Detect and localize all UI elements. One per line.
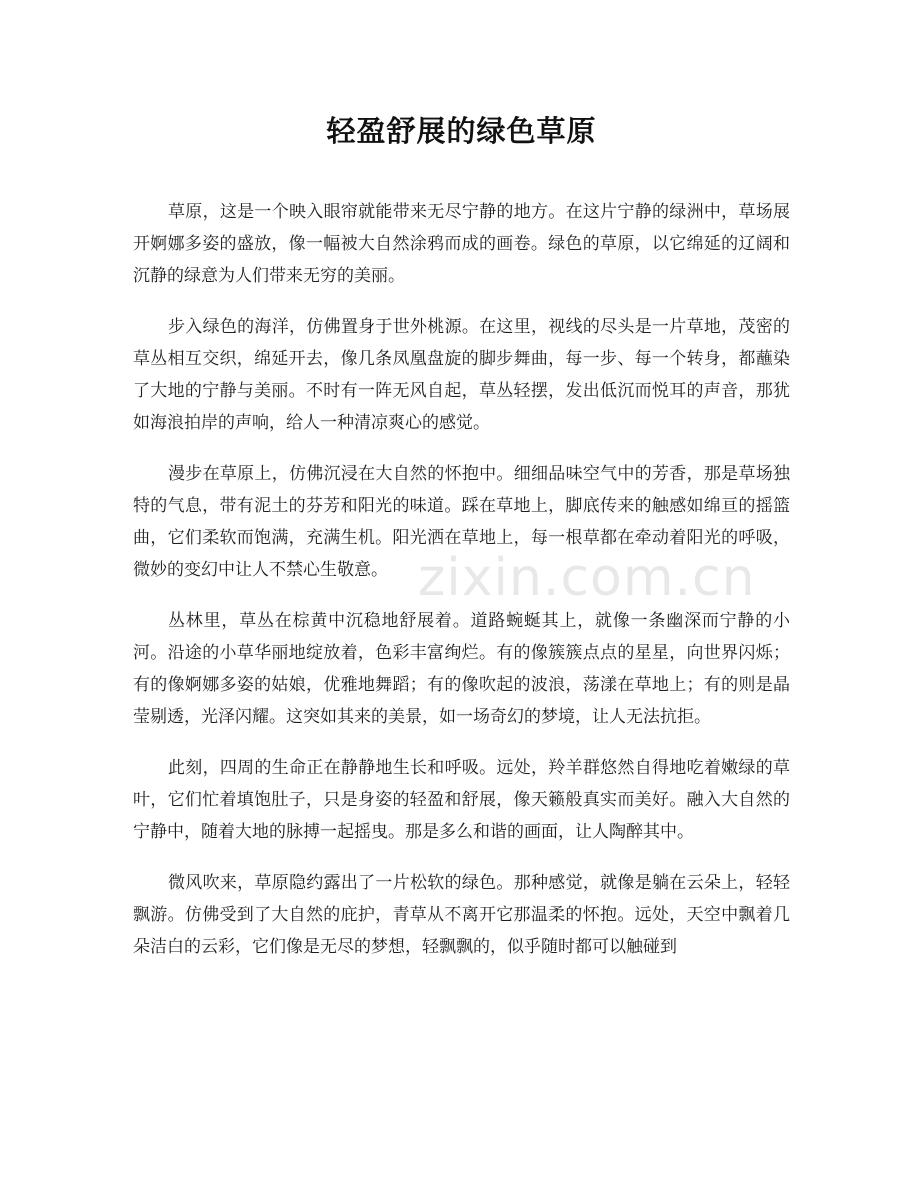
paragraph-1: 草原，这是一个映入眼帘就能带来无尽宁静的地方。在这片宁静的绿洲中，草场展开婀娜多姿的盛放，像一幅被大自然涂鸦而成的画卷。绿色的草原，以它绵延的辽阔和沉静的绿意为人们带来无穷的美丽。	[133, 202, 790, 286]
paragraph-3: 漫步在草原上，仿佛沉浸在大自然的怀抱中。细细品味空气中的芳香，那是草场独特的气息，带有泥土的芬芳和阳光的味道。踩在草地上，脚底传来的触感如绵亘的摇篮曲，它们柔软而饱满，充满生机。阳光洒在草地上，每一根草都在牵动着阳光的呼吸，微妙的变幻中让人不禁心生敬意。	[133, 464, 790, 580]
paragraph-2: 步入绿色的海洋，仿佛置身于世外桃源。在这里，视线的尽头是一片草地，茂密的草丛相互交织，绵延开去，像几条凤凰盘旋的脚步舞曲，每一步、每一个转身，都蘸染了大地的宁静与美丽。不时有一阵无风自起，草丛轻摆，发出低沉而悦耳的声音，那犹如海浪拍岸的声响，给人一种清凉爽心的感觉。	[133, 317, 790, 433]
watermark-text: zixin.com.cn	[418, 548, 756, 608]
paragraph-4: 丛林里，草丛在棕黄中沉稳地舒展着。道路蜿蜒其上，就像一条幽深而宁静的小河。沿途的小草华丽地绽放着，色彩丰富绚烂。有的像簇簇点点的星星，向世界闪烁；有的像婀娜多姿的姑娘，优雅地舞蹈；有的像吹起的波浪，荡漾在草地上；有的则是晶莹剔透，光泽闪耀。这突如其来的美景，如一场奇幻的梦境，让人无法抗拒。	[133, 611, 790, 727]
paragraph-5: 此刻，四周的生命正在静静地生长和呼吸。远处，羚羊群悠然自得地吃着嫩绿的草叶，它们忙着填饱肚子，只是身姿的轻盈和舒展，像天籁般真实而美好。融入大自然的宁静中，随着大地的脉搏一起摇曳。那是多么和谐的画面，让人陶醉其中。	[133, 758, 790, 842]
document-title: 轻盈舒展的绿色草原	[326, 114, 597, 148]
paragraph-6: 微风吹来，草原隐约露出了一片松软的绿色。那种感觉，就像是躺在云朵上，轻轻飘游。仿佛受到了大自然的庇护，青草从不离开它那温柔的怀抱。远处，天空中飘着几朵洁白的云彩，它们像是无尽的梦想，轻飘飘的，似乎随时都可以触碰到	[133, 873, 790, 957]
